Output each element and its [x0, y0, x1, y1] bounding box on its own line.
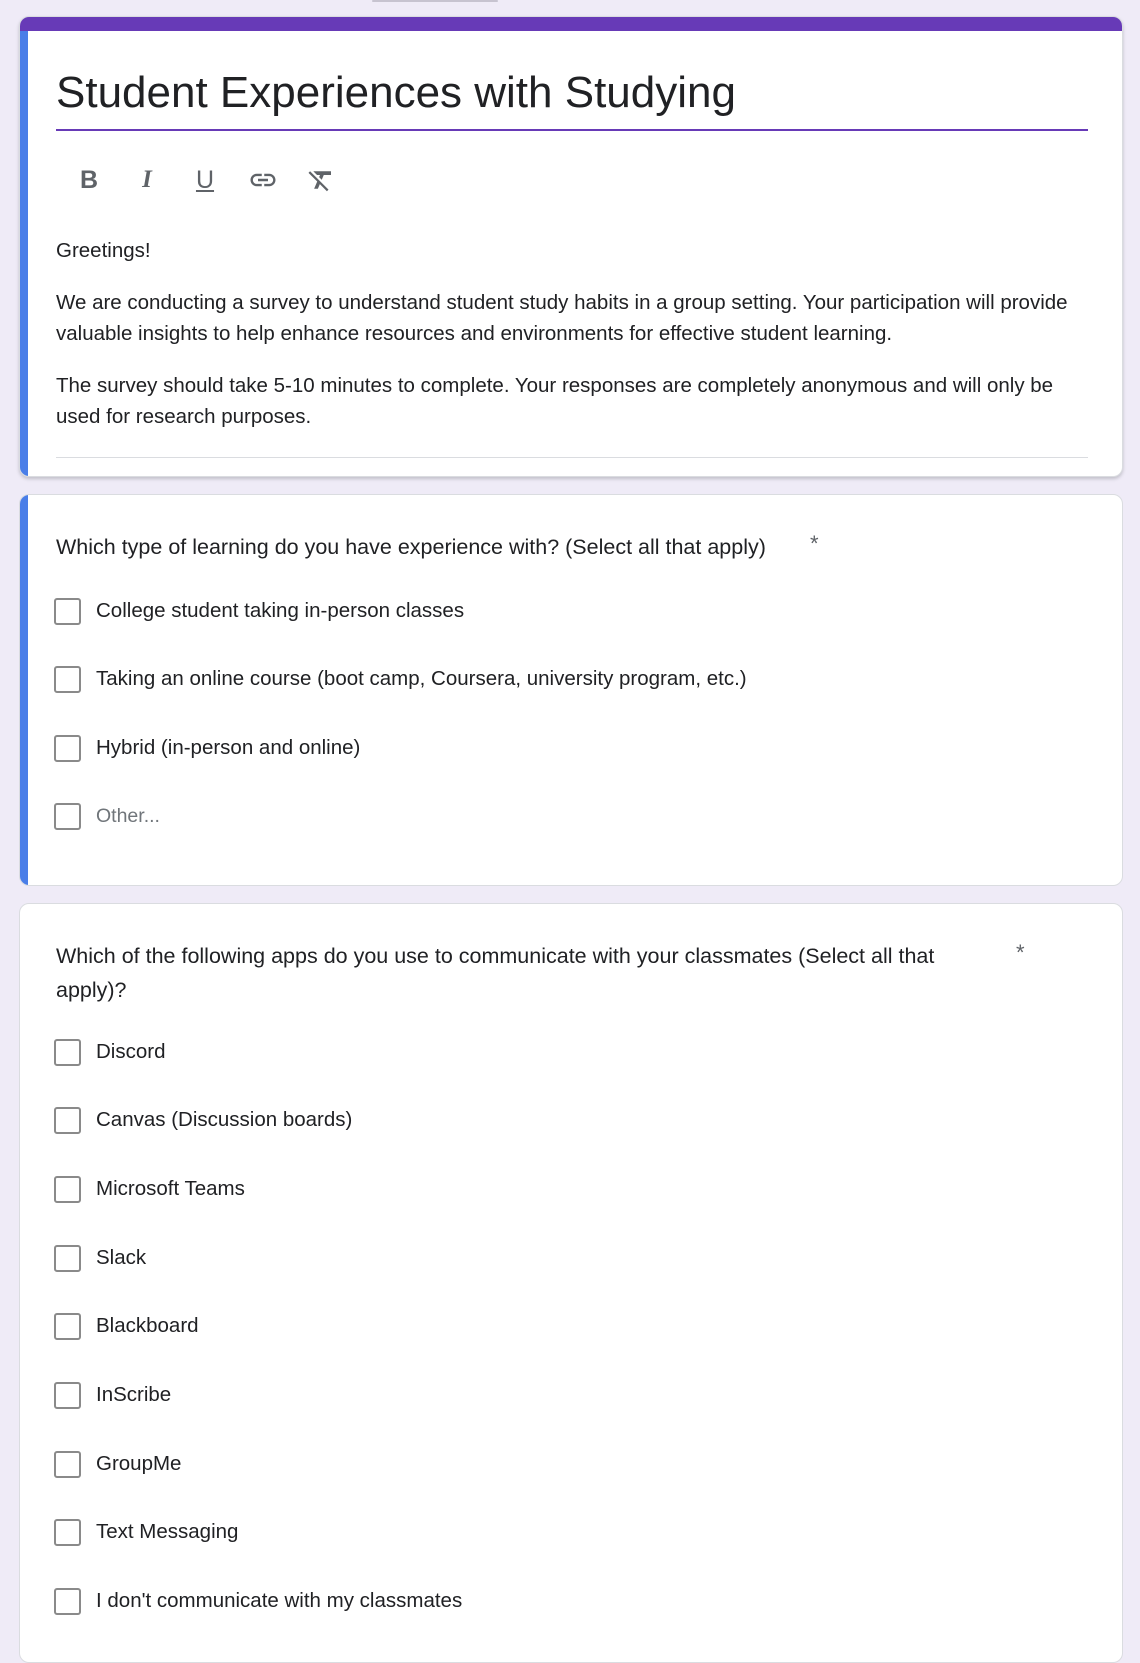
checkbox-option[interactable]: [54, 1516, 238, 1548]
option-label: Discord: [96, 1040, 166, 1063]
text-format-toolbar: [72, 163, 338, 197]
option-label: Canvas (Discussion boards): [96, 1108, 353, 1131]
checkbox-option[interactable]: [54, 1448, 181, 1480]
checkbox-option[interactable]: [54, 1104, 352, 1136]
question-card-learning-type[interactable]: [19, 494, 1123, 886]
checkbox[interactable]: [54, 1382, 81, 1409]
other-option-input[interactable]: Other...: [96, 804, 160, 827]
checkbox-option[interactable]: [54, 1242, 146, 1274]
option-label: Blackboard: [96, 1314, 199, 1337]
bold-button[interactable]: [72, 163, 106, 197]
option-label: Hybrid (in-person and online): [96, 736, 361, 759]
checkbox-option[interactable]: [54, 595, 464, 627]
description-greeting: Greetings!: [56, 239, 151, 262]
checkbox[interactable]: [54, 598, 81, 625]
checkbox[interactable]: [54, 1245, 81, 1272]
checkbox[interactable]: [54, 1451, 81, 1478]
description-details: The survey should take 5-10 minutes to complete. Your responses are completely anonymous and will only be used for research purposes.: [56, 374, 1054, 428]
checkbox[interactable]: [54, 1519, 81, 1546]
description-underline: [56, 457, 1088, 458]
form-header-card[interactable]: [19, 16, 1123, 477]
option-label: I don't communicate with my classmates: [96, 1589, 463, 1612]
option-label: InScribe: [96, 1383, 172, 1406]
checkbox[interactable]: [54, 735, 81, 762]
italic-button[interactable]: [130, 163, 164, 197]
checkbox[interactable]: [54, 1107, 81, 1134]
window-drag-handle: [372, 0, 498, 2]
required-asterisk: *: [1016, 940, 1025, 965]
option-label: GroupMe: [96, 1452, 182, 1475]
checkbox[interactable]: [54, 1039, 81, 1066]
question-title: Which of the following apps do you use to communicate with your classmates (Select all that apply)?: [56, 944, 935, 1002]
checkbox-option[interactable]: [54, 732, 360, 764]
link-button[interactable]: [246, 163, 280, 197]
checkbox-option[interactable]: [54, 1585, 462, 1617]
checkbox[interactable]: [54, 666, 81, 693]
clear-formatting-icon: [306, 165, 336, 195]
question-title: Which type of learning do you have experience with? (Select all that apply): [56, 535, 766, 559]
checkbox-option[interactable]: [54, 1173, 245, 1205]
italic-icon: I: [142, 166, 152, 193]
checkbox[interactable]: [54, 1313, 81, 1340]
checkbox-option[interactable]: [54, 1310, 199, 1342]
option-label: Text Messaging: [96, 1520, 239, 1543]
description-purpose: We are conducting a survey to understand student study habits in a group setting. Your participation will provide valuable insights to help enhance resources and environments for effective student learning.: [56, 291, 1068, 345]
option-label: College student taking in-person classes: [96, 599, 465, 622]
checkbox[interactable]: [54, 803, 81, 830]
form-accent-band: [20, 17, 1122, 31]
checkbox-option[interactable]: [54, 1379, 171, 1411]
checkbox-option-other[interactable]: [54, 800, 160, 832]
option-label: Taking an online course (boot camp, Coursera, university program, etc.): [96, 667, 747, 690]
form-description[interactable]: [56, 235, 1088, 453]
underline-icon: U: [195, 165, 215, 194]
form-title-input[interactable]: Student Experiences with Studying: [56, 65, 1088, 131]
checkbox-option[interactable]: [54, 663, 747, 695]
required-asterisk: *: [810, 531, 819, 556]
option-label: Slack: [96, 1246, 147, 1269]
clear-formatting-button[interactable]: [304, 163, 338, 197]
checkbox-option[interactable]: [54, 1036, 166, 1068]
underline-button[interactable]: [188, 163, 222, 197]
checkbox[interactable]: [54, 1176, 81, 1203]
link-icon: [248, 165, 278, 195]
checkbox[interactable]: [54, 1588, 81, 1615]
option-label: Microsoft Teams: [96, 1177, 245, 1200]
question-card-communication-apps[interactable]: [19, 903, 1123, 1663]
bold-icon: B: [79, 165, 99, 194]
